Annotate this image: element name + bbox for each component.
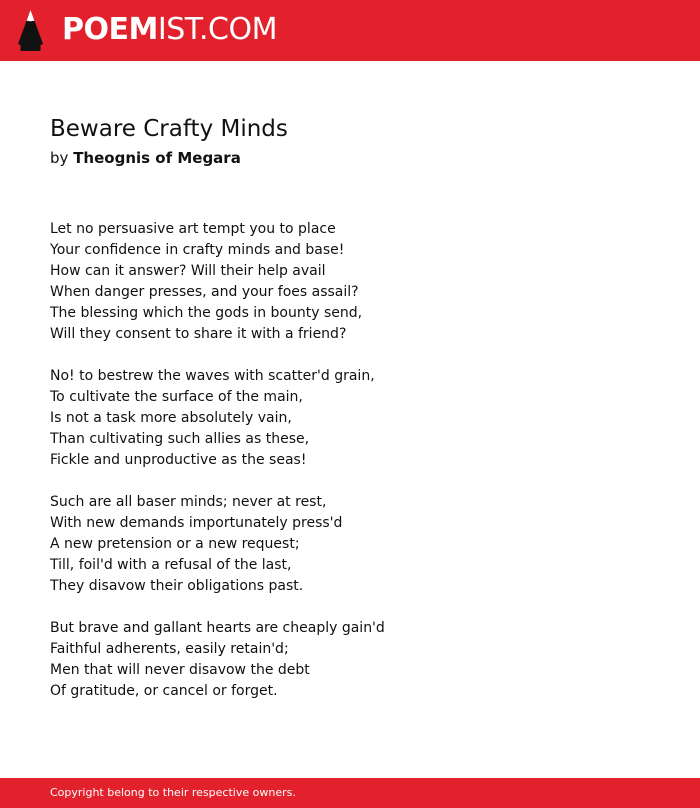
- poem-line: Is not a task more absolutely vain,: [50, 410, 292, 426]
- poem-line: They disavow their obligations past.: [50, 578, 304, 594]
- poem-line: Such are all baser minds; never at rest,: [50, 494, 327, 510]
- poem-line: Will they consent to share it with a friend?: [50, 326, 347, 342]
- poem-line: Till, foil'd with a refusal of the last,: [50, 557, 292, 573]
- brand-light-text: IST.COM: [157, 12, 277, 47]
- byline: [50, 149, 241, 167]
- copyright-text: Copyright belong to their respective owners.: [50, 786, 296, 799]
- stanza: [50, 219, 650, 345]
- poem-title: Beware Crafty Minds: [50, 116, 288, 142]
- poem-line: No! to bestrew the waves with scatter'd grain,: [50, 368, 375, 384]
- poem-line: But brave and gallant hearts are cheaply gain'd: [50, 620, 385, 636]
- poem-body: [50, 219, 650, 702]
- poem-line: A new pretension or a new request;: [50, 536, 300, 552]
- poem-line: To cultivate the surface of the main,: [50, 389, 303, 405]
- poem-line: Of gratitude, or cancel or forget.: [50, 683, 278, 699]
- site-logo-link[interactable]: [62, 11, 277, 49]
- stanza: [50, 492, 650, 597]
- brand-bold-text: POEM: [62, 12, 158, 47]
- poem-line: With new demands importunately press'd: [50, 515, 343, 531]
- header-bar: [0, 0, 700, 61]
- poem-line: When danger presses, and your foes assail?: [50, 284, 359, 300]
- poem-line: Faithful adherents, easily retain'd;: [50, 641, 289, 657]
- stanza: [50, 366, 650, 471]
- footer-bar: [0, 778, 700, 808]
- poem-line: How can it answer? Will their help avail: [50, 263, 326, 279]
- poem-line: Than cultivating such allies as these,: [50, 431, 310, 447]
- by-label: by: [50, 149, 69, 167]
- poem-line: Your confidence in crafty minds and base!: [50, 242, 345, 258]
- poem-line: Fickle and unproductive as the seas!: [50, 452, 307, 468]
- pencil-icon[interactable]: [18, 10, 43, 51]
- poem-line: Men that will never disavow the debt: [50, 662, 310, 678]
- author-name: Theognis of Megara: [73, 149, 241, 167]
- poem-line: The blessing which the gods in bounty send,: [50, 305, 363, 321]
- stanza: [50, 618, 650, 702]
- poem-line: Let no persuasive art tempt you to place: [50, 221, 336, 237]
